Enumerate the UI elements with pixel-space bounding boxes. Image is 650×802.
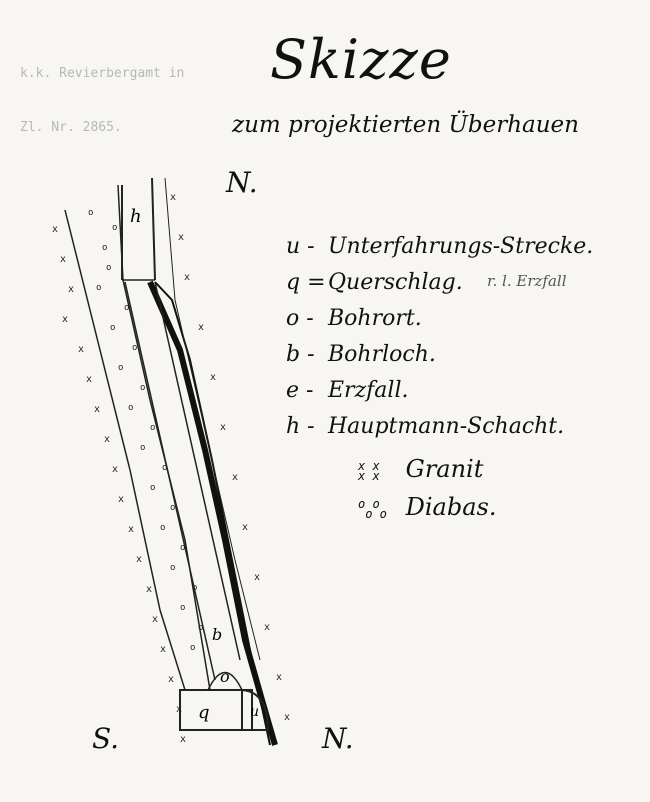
- svg-text:x: x: [62, 314, 69, 325]
- svg-text:x: x: [242, 522, 249, 533]
- svg-text:x: x: [232, 472, 239, 483]
- svg-text:o: o: [124, 303, 130, 313]
- svg-text:x: x: [198, 322, 205, 333]
- svg-text:x: x: [178, 232, 185, 243]
- svg-text:o: o: [128, 403, 134, 413]
- sketch-title: Skizze: [270, 28, 452, 91]
- svg-text:x: x: [52, 224, 59, 235]
- svg-text:o: o: [110, 323, 116, 333]
- svg-text:x: x: [220, 422, 227, 433]
- legend-key: q =: [286, 270, 326, 295]
- south-label: S.: [92, 722, 120, 755]
- svg-text:x: x: [168, 674, 175, 685]
- rock-legend-text: Granit: [405, 455, 484, 483]
- legend-key: e -: [286, 378, 314, 403]
- svg-text:x: x: [170, 192, 177, 203]
- svg-text:x: x: [180, 734, 187, 745]
- svg-text:x: x: [264, 622, 271, 633]
- legend-text: Unterfahrungs-Strecke.: [328, 234, 594, 259]
- svg-text:x: x: [276, 672, 283, 683]
- svg-text:o: o: [132, 343, 138, 353]
- svg-text:x: x: [152, 614, 159, 625]
- legend-key: u -: [286, 234, 315, 259]
- faded-typed-line-2: Zl. Nr. 2865.: [20, 120, 122, 135]
- svg-text:o: o: [140, 383, 146, 393]
- svg-text:o: o: [198, 623, 204, 633]
- svg-text:o: o: [112, 223, 118, 233]
- svg-text:x: x: [160, 644, 167, 655]
- svg-text:o: o: [192, 583, 198, 593]
- legend-text: Bohrort.: [328, 306, 422, 331]
- legend-text: Hauptmann-Schacht.: [328, 414, 565, 439]
- svg-text:x: x: [78, 344, 85, 355]
- svg-text:o: o: [150, 483, 156, 493]
- svg-text:o: o: [140, 443, 146, 453]
- svg-text:x: x: [86, 374, 93, 385]
- svg-text:x: x: [254, 572, 261, 583]
- legend-key: o -: [286, 306, 314, 331]
- label-o: o: [220, 667, 230, 686]
- label-b: b: [212, 625, 223, 644]
- svg-text:x: x: [60, 254, 67, 265]
- svg-text:o: o: [150, 423, 156, 433]
- north-label-bottom: N.: [322, 722, 354, 755]
- svg-text:x: x: [128, 524, 135, 535]
- svg-text:x: x: [184, 272, 191, 283]
- svg-text:x: x: [94, 404, 101, 415]
- svg-text:x: x: [118, 494, 125, 505]
- svg-text:o: o: [180, 543, 186, 553]
- svg-text:x: x: [210, 372, 217, 383]
- legend-text: Erzfall.: [328, 378, 409, 403]
- svg-text:x: x: [136, 554, 143, 565]
- label-u: u: [250, 704, 260, 720]
- svg-text:x: x: [112, 464, 119, 475]
- legend-key: h -: [286, 414, 315, 439]
- rock-legend-text: Diabas.: [405, 493, 497, 521]
- granite-symbol-icon: x x x x: [358, 458, 380, 483]
- svg-text:o: o: [118, 363, 124, 373]
- sketch-subtitle: zum projektierten Überhauen: [232, 112, 579, 138]
- svg-text:x: x: [146, 584, 153, 595]
- diabase-symbol-icon: o o o o: [358, 496, 387, 521]
- svg-text:x: x: [68, 284, 75, 295]
- svg-text:x: x: [284, 712, 291, 723]
- svg-text:o: o: [96, 283, 102, 293]
- north-label-top: N.: [226, 166, 258, 199]
- label-h: h: [130, 206, 142, 227]
- svg-text:x: x: [176, 704, 183, 715]
- svg-text:o: o: [88, 208, 94, 218]
- svg-text:o: o: [180, 603, 186, 613]
- faded-typed-line-1: k.k. Revierbergamt in: [20, 66, 185, 81]
- legend-text: Querschlag.: [328, 270, 463, 295]
- svg-text:o: o: [106, 263, 112, 273]
- svg-text:o: o: [162, 463, 168, 473]
- svg-text:x: x: [104, 434, 111, 445]
- legend-key: b -: [286, 342, 315, 367]
- rock-strata: [65, 178, 275, 745]
- legend-text: Bohrloch.: [328, 342, 436, 367]
- svg-text:o: o: [160, 523, 166, 533]
- svg-text:o: o: [170, 503, 176, 513]
- svg-text:o: o: [190, 643, 196, 653]
- svg-text:o: o: [102, 243, 108, 253]
- side-note: r. l. Erzfall: [487, 272, 567, 290]
- svg-text:o: o: [170, 563, 176, 573]
- label-q: q: [198, 702, 210, 723]
